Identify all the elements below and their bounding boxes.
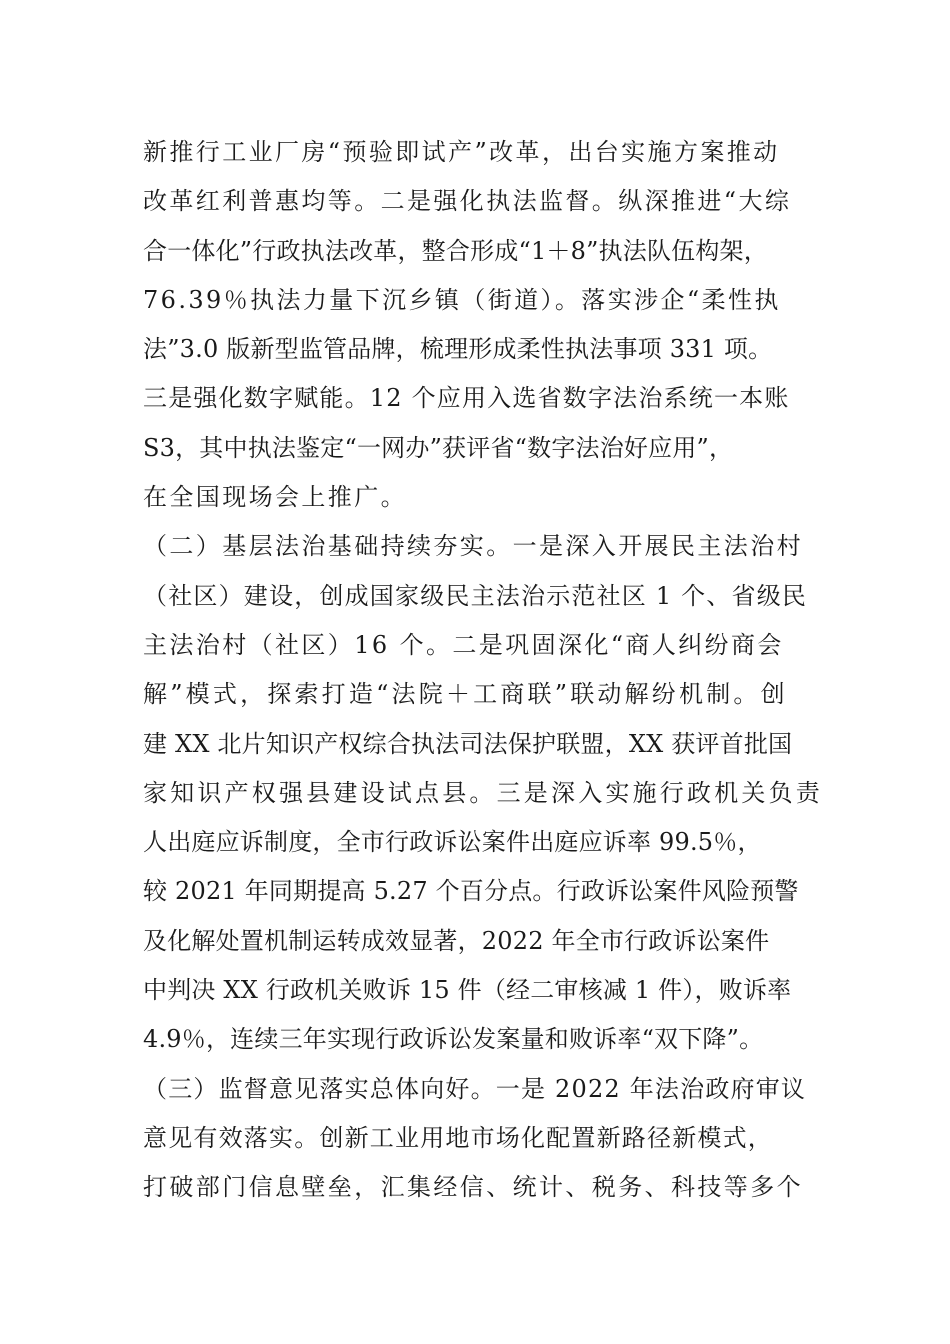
body-text [143,128,833,1213]
section-heading-line: （三）监督意见落实总体向好。一是 2022 年法治政府审议 [143,1074,807,1103]
text-line: 76.39％执法力量下沉乡镇（街道）。落实涉企“柔性执 [143,285,781,314]
text-line: 4.9％，连续三年实现行政诉讼发案量和败诉率“双下降”。 [143,1025,764,1054]
text-line: （社区）建设，创成国家级民主法治示范社区 1 个、省级民 [143,581,808,610]
section-heading-line: （二）基层法治基础持续夯实。一是深入开展民主法治村 [143,532,803,561]
text-line: 新推行工业厂房“预验即试产”改革，出台实施方案推动 [143,138,780,166]
text-line: 主法治村（社区）16 个。二是巩固深化“商人纠纷商会 [143,630,784,659]
text-line: 中判决 XX 行政机关败诉 15 件（经二审核减 1 件），败诉率 [143,976,792,1005]
text-line: 解”模式，探索打造“法院＋工商联”联动解纷机制。创 [143,680,788,709]
text-line: 三是强化数字赋能。12 个应用入选省数字法治系统一本账 [143,384,790,413]
text-line: 法”3.0 版新型监管品牌，梳理形成柔性执法事项 331 项。 [143,335,773,364]
text-line: 改革红利普惠均等。二是强化执法监督。纵深推进“大综 [143,187,792,216]
text-line: 建 XX 北片知识产权综合执法司法保护联盟，XX 获评首批国 [143,729,793,758]
text-line: 意见有效落实。创新工业用地市场化配置新路径新模式， [143,1123,773,1152]
text-line: S3，其中执法鉴定“一网办”获评省“数字法治好应用”， [143,433,734,462]
text-line: 人出庭应诉制度，全市行政诉讼案件出庭应诉率 99.5％， [143,828,762,857]
text-line: 较 2021 年同期提高 5.27 个百分点。行政诉讼案件风险预警 [143,877,799,906]
text-line: 在全国现场会上推广。 [143,483,407,512]
text-line: 打破部门信息壁垒，汇集经信、统计、税务、科技等多个 [143,1173,803,1202]
text-line: 家知识产权强县建设试点县。三是深入实施行政机关负责 [143,778,823,807]
text-line: 及化解处置机制运转成效显著，2022 年全市行政诉讼案件 [143,926,770,955]
text-line: 合一体化”行政执法改革，整合形成“1＋8”执法队伍构架， [143,236,768,265]
